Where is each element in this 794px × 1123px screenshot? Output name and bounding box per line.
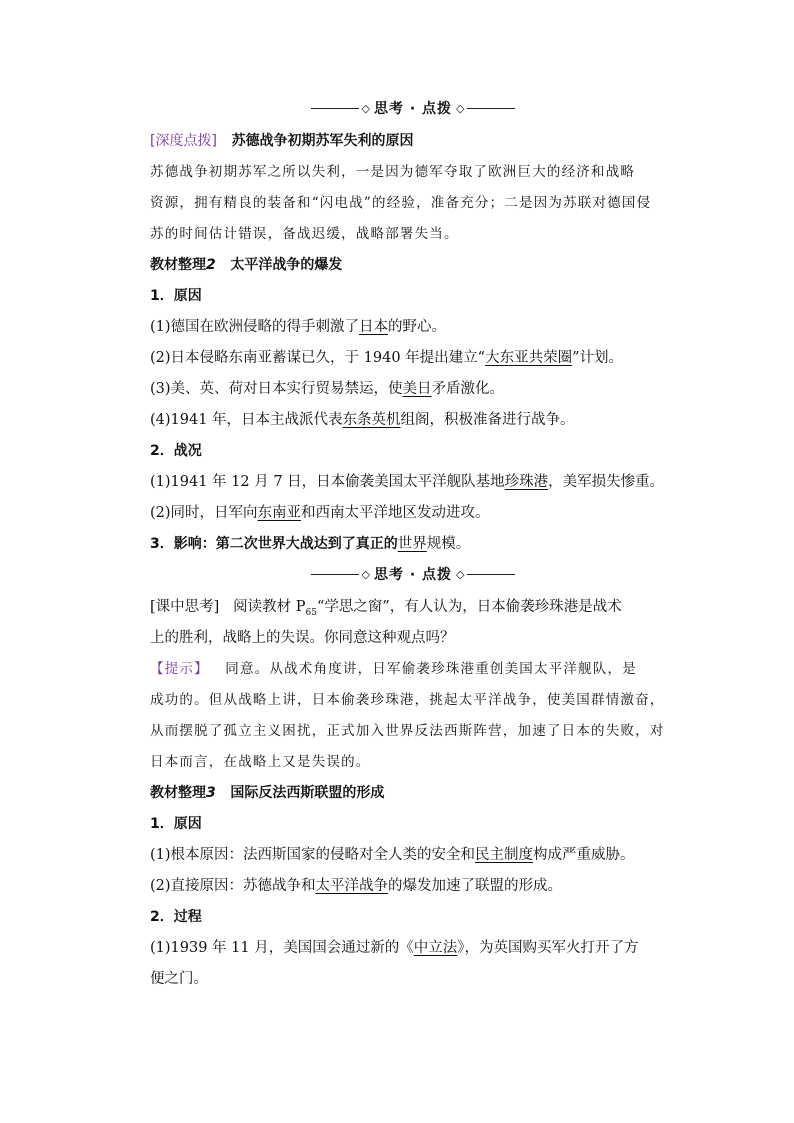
tip-line: 从而摆脱了孤立主义困扰，正式加入世界反法西斯阵营，加速了日本的失败，对 [150,723,665,739]
deep-line: 资源，拥有精良的装备和“闪电战”的经验，准备充分；二是因为苏联对德国侵 [150,195,652,211]
deep-line: 苏的时间估计错误，备战迟缓，战略部署失当。 [150,226,459,242]
section-divider [150,562,676,586]
list-item: (2)日本侵略东南亚蓄谋已久，于 1940 年提出建立“大东亚共荣圈”计划。 [150,350,623,366]
list-item: (3)美、英、荷对日本实行贸易禁运，使美日矛盾激化。 [150,381,505,397]
list-item: (1)1941 年 12 月 7 日，日本偷袭美国太平洋舰队基地珍珠港，美军损失惨重。 [150,474,665,490]
list-item: (1)德国在欧洲侵略的得手刺激了日本的野心。 [150,319,447,335]
subheading: 1．原因 [150,816,202,832]
subheading: 2．过程 [150,909,202,925]
subheading: 1．原因 [150,288,202,304]
divider-rule [311,108,359,109]
deep-tag: [深度点拨] [150,133,217,149]
think-question-line: 上的胜利，战略上的失误。你同意这种观点吗？ [150,630,455,646]
tip-line: 【提示】 同意。从战术角度讲，日军偷袭珍珠港重创美国太平洋舰队，是 [150,661,637,677]
think-tag: [课中思考] [150,599,220,615]
section-heading: 教材整理3 国际反法西斯联盟的形成 [150,785,385,801]
content-column [150,96,676,995]
section-heading: 教材整理2 太平洋战争的爆发 [150,257,343,273]
diamond-icon: ◇ [456,101,465,115]
tip-line: 成功的。但从战略上讲，日本偷袭珍珠港，挑起太平洋战争，使美国群情激奋， [150,692,665,708]
divider-rule [311,574,359,575]
divider-label: 思考 · 点拨 [373,567,453,583]
list-item: (1)根本原因：法西斯国家的侵略对全人类的安全和民主制度构成严重威胁。 [150,847,635,863]
section-divider [150,96,676,120]
diamond-icon: ◇ [456,567,465,581]
list-item-continued: 便之门。 [150,971,208,987]
divider-label: 思考 · 点拨 [373,101,453,117]
tip-line: 日本而言，在战略上又是失误的。 [150,754,371,770]
list-item: (2)直接原因：苏德战争和太平洋战争的爆发加速了联盟的形成。 [150,878,563,894]
list-item: 3．影响：第二次世界大战达到了真正的世界规模。 [150,536,471,552]
diamond-icon: ◇ [361,101,370,115]
think-question: [课中思考] 阅读教材 $P_{65}“$学思之窗”，有人认为，日本偷袭珍珠港是战术 [150,599,622,618]
subheading: 2．战况 [150,443,202,459]
deep-line: 苏德战争初期苏军之所以失利，一是因为德军夺取了欧洲巨大的经济和战略 [150,164,636,180]
list-item: (1)1939 年 11 月，美国国会通过新的《中立法》，为英国购买军火打开了方 [150,940,639,956]
deep-title: 苏德战争初期苏军失利的原因 [231,133,414,149]
tip-label: 【提示】 [150,661,209,677]
list-item: (4)1941 年，日本主战派代表东条英机组阁，积极准备进行战争。 [150,412,575,428]
divider-rule [467,574,515,575]
diamond-icon: ◇ [361,567,370,581]
divider-rule [467,108,515,109]
deep-heading [150,126,676,157]
list-item: (2)同时，日军向东南亚和西南太平洋地区发动进攻。 [150,505,490,521]
